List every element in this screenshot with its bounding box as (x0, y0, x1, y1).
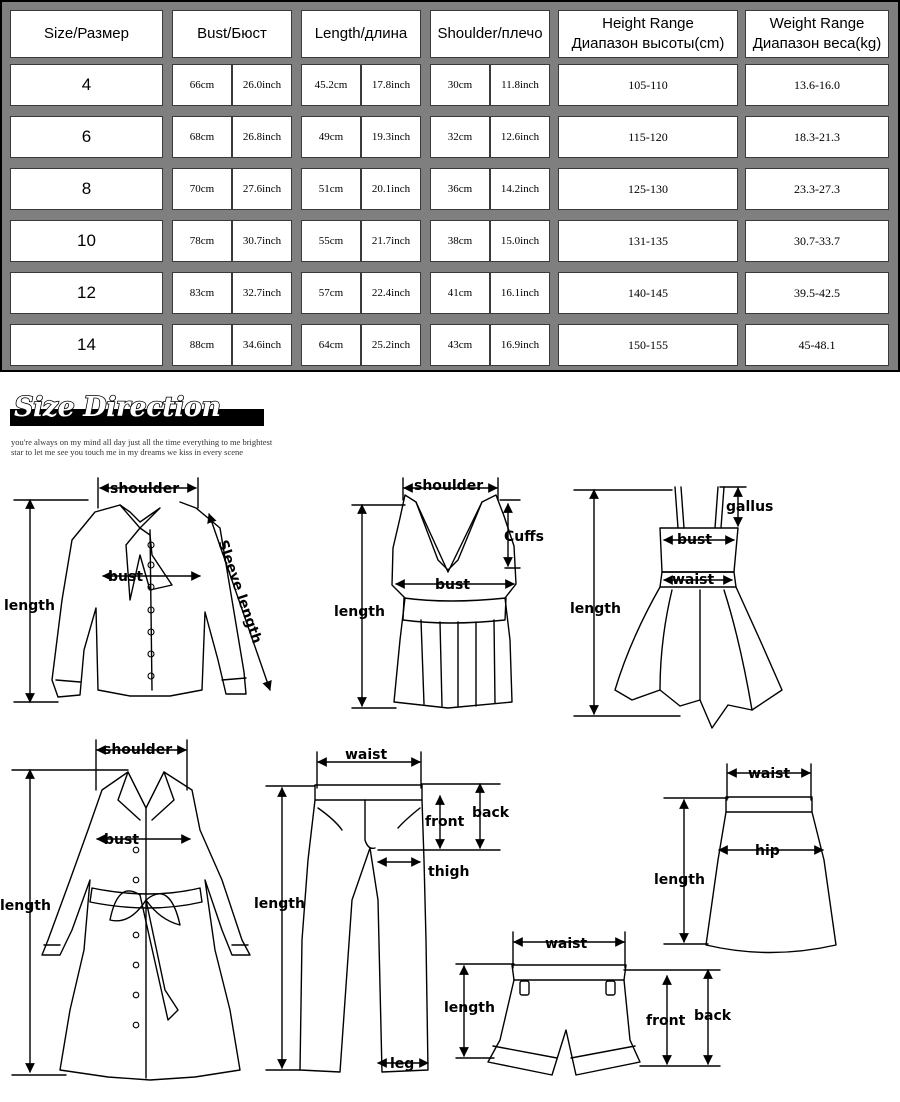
pants-leg-label: leg (390, 1056, 415, 1072)
table-cell-bust-cm: 83cm (172, 272, 232, 314)
header-height-range-text: Диапазон высоты(cm) (571, 35, 725, 52)
table-cell-size: 14 (10, 324, 163, 366)
dress-waist-label: waist (672, 572, 715, 588)
table-cell-length-in: 20.1inch (361, 168, 421, 210)
table-cell-length-cm: 55cm (301, 220, 361, 262)
header-height-range-text: Height Range (602, 15, 694, 32)
size-direction-banner (10, 388, 264, 426)
vest-cuffs-label: Cuffs (504, 529, 544, 545)
vest-length-label: length (334, 604, 385, 620)
shorts-waist-label: waist (545, 936, 588, 952)
table-cell-bust-cm: 66cm (172, 64, 232, 106)
coat-buttons (133, 847, 139, 1028)
table-cell-shoulder-cm: 38cm (430, 220, 490, 262)
shirt-bust-label: bust (108, 569, 144, 585)
table-cell-length-cm: 57cm (301, 272, 361, 314)
shorts-front-label: front (646, 1013, 686, 1029)
table-cell-bust-in: 32.7inch (232, 272, 292, 314)
table-cell-length-in: 22.4inch (361, 272, 421, 314)
pants-fly (365, 800, 375, 848)
shirt-sleeve-label: Sleeve length (214, 538, 265, 646)
table-cell-shoulder-cm: 43cm (430, 324, 490, 366)
coat-bow (110, 891, 180, 1020)
size-direction-title: Size Direction (14, 392, 221, 423)
pants-waist-label: waist (345, 747, 388, 763)
table-cell-height: 105-110 (558, 64, 738, 106)
table-cell-shoulder-in: 14.2inch (490, 168, 550, 210)
header-weight-range-text: Диапазон веса(kg) (752, 35, 882, 52)
table-cell-bust-cm: 88cm (172, 324, 232, 366)
vest-diagram (352, 478, 520, 708)
table-cell-length-in: 17.8inch (361, 64, 421, 106)
header-height-range (558, 10, 738, 58)
dress-gallus-label: gallus (726, 499, 774, 515)
skirt-waistband (726, 797, 812, 812)
table-cell-height: 125-130 (558, 168, 738, 210)
shorts-hems (493, 1046, 635, 1058)
pants-waistband (315, 785, 422, 800)
header-weight-range-text: Weight Range (769, 15, 865, 32)
shirt-outline (52, 502, 246, 697)
header-weight-range (745, 10, 889, 58)
header-bust (172, 10, 292, 58)
dress-length-label: length (570, 601, 621, 617)
table-cell-length-in: 19.3inch (361, 116, 421, 158)
tagline-line-2: star to let me see you touch me in my dreams we kiss in every scene (11, 447, 244, 457)
table-cell-shoulder-in: 16.1inch (490, 272, 550, 314)
skirt-length-label: length (654, 872, 705, 888)
vest-bust-label: bust (435, 577, 471, 593)
table-cell-shoulder-cm: 36cm (430, 168, 490, 210)
shorts-diagram (456, 932, 720, 1075)
header-size (10, 10, 163, 58)
header-length (301, 10, 421, 58)
coat-shoulder-label: shoulder (103, 742, 173, 758)
table-cell-length-cm: 45.2cm (301, 64, 361, 106)
pants-diagram (266, 752, 500, 1072)
table-cell-length-in: 25.2inch (361, 324, 421, 366)
coat-bust-label: bust (104, 832, 140, 848)
table-cell-height: 140-145 (558, 272, 738, 314)
shirt-shoulder-label: shoulder (110, 481, 180, 497)
pants-front-label: front (425, 814, 465, 830)
header-size-text: Size/Размер (44, 25, 129, 42)
table-cell-size: 6 (10, 116, 163, 158)
pants-thigh-label: thigh (428, 864, 470, 880)
shirt-collar (120, 505, 160, 528)
table-cell-weight: 23.3-27.3 (745, 168, 889, 210)
table-cell-weight: 39.5-42.5 (745, 272, 889, 314)
header-shoulder (430, 10, 550, 58)
table-cell-size: 10 (10, 220, 163, 262)
coat-length-label: length (0, 898, 51, 914)
dress-straps (675, 487, 724, 528)
dress-bust-label: bust (677, 532, 713, 548)
skirt-diagram (664, 764, 836, 953)
pants-outline (300, 800, 428, 1072)
table-cell-shoulder-in: 15.0inch (490, 220, 550, 262)
table-cell-shoulder-in: 12.6inch (490, 116, 550, 158)
table-cell-shoulder-in: 16.9inch (490, 324, 550, 366)
table-cell-length-cm: 64cm (301, 324, 361, 366)
vest-waistband (403, 598, 506, 623)
table-cell-bust-in: 26.8inch (232, 116, 292, 158)
skirt-waist-label: waist (748, 766, 791, 782)
pants-pockets (318, 808, 420, 830)
table-cell-size: 12 (10, 272, 163, 314)
shorts-length-label: length (444, 1000, 495, 1016)
table-cell-weight: 45-48.1 (745, 324, 889, 366)
shorts-outline (488, 980, 640, 1075)
header-length-text: Length/длина (314, 25, 408, 42)
shirt-length-label: length (4, 598, 55, 614)
header-shoulder-text: Shoulder/плечо (437, 25, 543, 42)
table-cell-size: 4 (10, 64, 163, 106)
table-cell-height: 115-120 (558, 116, 738, 158)
table-cell-size: 8 (10, 168, 163, 210)
table-cell-bust-cm: 70cm (172, 168, 232, 210)
table-cell-length-in: 21.7inch (361, 220, 421, 262)
table-cell-height: 150-155 (558, 324, 738, 366)
table-cell-bust-cm: 68cm (172, 116, 232, 158)
vest-shoulder-label: shoulder (414, 478, 484, 494)
tagline (11, 437, 341, 457)
table-cell-shoulder-cm: 32cm (430, 116, 490, 158)
table-cell-bust-cm: 78cm (172, 220, 232, 262)
pants-back-label: back (472, 805, 510, 821)
table-cell-bust-in: 30.7inch (232, 220, 292, 262)
table-cell-shoulder-cm: 30cm (430, 64, 490, 106)
vest-neckline (416, 502, 482, 572)
tagline-line-1: you're always on my mind all day just all the time everything to me brightest (11, 437, 273, 447)
table-cell-bust-in: 34.6inch (232, 324, 292, 366)
table-cell-bust-in: 26.0inch (232, 64, 292, 106)
table-cell-height: 131-135 (558, 220, 738, 262)
shorts-waistband (512, 965, 626, 980)
table-cell-weight: 18.3-21.3 (745, 116, 889, 158)
table-cell-shoulder-cm: 41cm (430, 272, 490, 314)
table-cell-length-cm: 51cm (301, 168, 361, 210)
size-table (0, 0, 900, 372)
header-bust-text: Bust/Бюст (197, 25, 267, 42)
dress-skirt (615, 587, 782, 728)
skirt-outline (706, 812, 836, 953)
table-cell-length-cm: 49cm (301, 116, 361, 158)
skirt-hip-label: hip (755, 843, 780, 859)
pants-length-label: length (254, 896, 305, 912)
garment-diagrams (0, 460, 900, 1102)
table-cell-weight: 30.7-33.7 (745, 220, 889, 262)
shorts-back-label: back (694, 1008, 732, 1024)
table-cell-weight: 13.6-16.0 (745, 64, 889, 106)
table-cell-bust-in: 27.6inch (232, 168, 292, 210)
table-cell-shoulder-in: 11.8inch (490, 64, 550, 106)
